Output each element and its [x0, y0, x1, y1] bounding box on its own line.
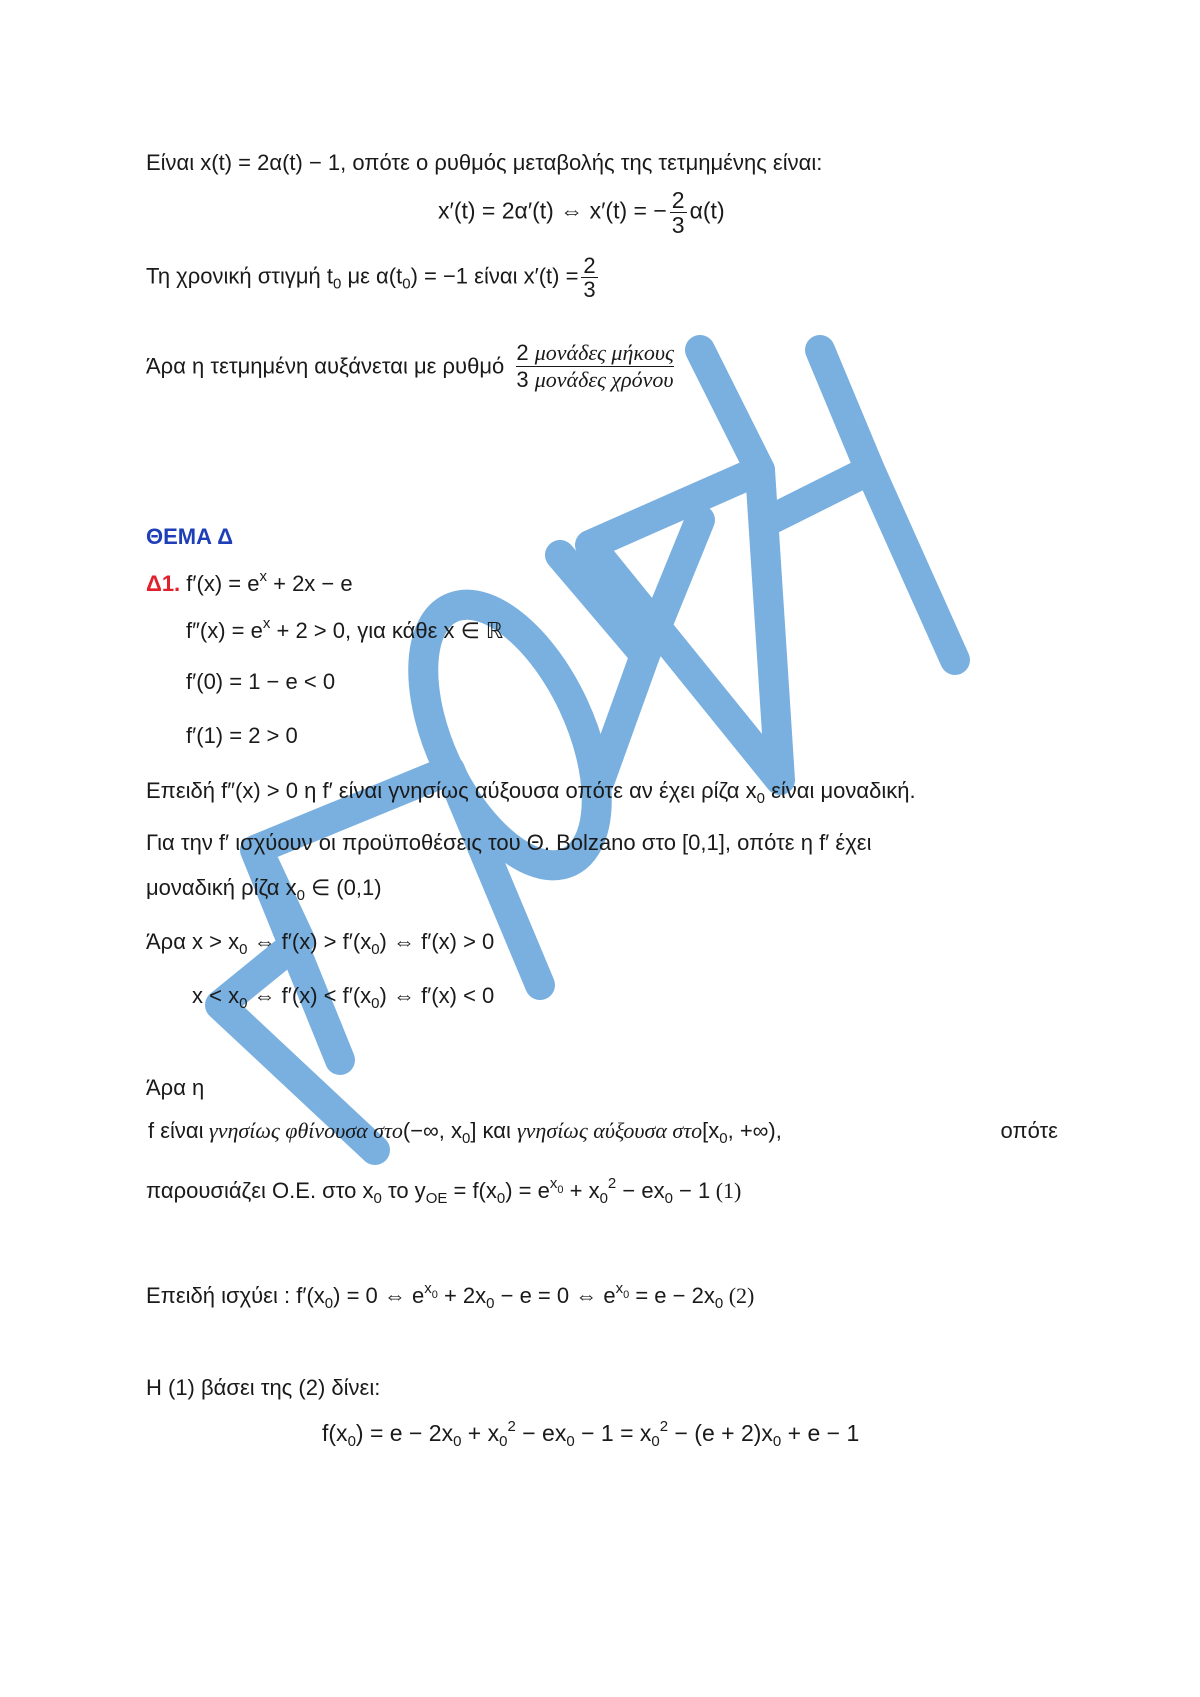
para-line-2: Για την f′ ισχύουν οι προϋποθέσεις του Θ. Bolzano στο [0,1], οπότε η f′ έχει — [146, 830, 872, 855]
watermark-letter-upsilon — [600, 655, 645, 780]
para-line-6: Άρα η — [146, 1075, 205, 1100]
watermark-letter-eta-3 — [820, 350, 870, 470]
text-line-3: Τη χρονική στιγμή $t_0$ με $\alpha(t_0) = -1$ είναι x′(t) = $\frac{2}{3}$ — [146, 253, 596, 303]
para-line-10: Η (1) βάσει της (2) δίνει: — [146, 1375, 381, 1400]
equation-derivative — [438, 188, 725, 237]
unit-fraction: 2 μονάδες μήκους 3 μονάδες χρόνου — [516, 340, 674, 393]
text-line-4: Άρα η τετμημένη αυξάνεται με ρυθμό 2 μονάδες μήκους 3 μονάδες χρόνου — [146, 340, 674, 393]
watermark-letter-delta — [590, 470, 780, 780]
fraction-two-thirds-b: $\frac{2}{3}$ — [583, 253, 596, 303]
d2-line: $f''(x) = e^x + 2 > 0$, για κάθε x ∈ ℝ — [186, 615, 504, 643]
equation-left: x′(t) = 2α′(t) ⇔ x′(t) = − — [438, 197, 667, 224]
d1-line: Δ1. $f'(x) = e^x + 2x - e$ — [146, 568, 353, 596]
para-line-8: παρουσιάζει Ο.Ε. στο $x_0$ το $y_{OE} = f(x_0) = e^{x_0} + x_0^2 - ex_0 - 1$ (1) — [146, 1175, 742, 1207]
watermark-letter-eta-2 — [770, 470, 955, 660]
para-line-3: μοναδική ρίζα $x_0$ ∈ (0,1) — [146, 875, 382, 904]
d3-line: f′(0) = 1 − e < 0 — [186, 669, 336, 694]
equation-right: α(t) — [689, 197, 725, 224]
para-line-7: f είναι γνησίως φθίνουσα στο(−∞, $x_0$] και γνησίως αύξουσα $\sigma\tau o[x_0$, +∞), οπότε — [148, 1118, 1058, 1147]
intro-sentence: Είναι x(t) = 2α(t) − 1, οπότε ο ρυθμός μεταβολής της τετμημένης είναι: — [146, 150, 823, 175]
watermark-letter-upsilon-arms — [560, 520, 700, 655]
final-equation: $f(x_0) = e - 2x_0 + x_0^2 - ex_0 - 1 = x_0^2 - (e + 2)x_0 + e - 1$ — [322, 1418, 860, 1450]
para-line-9: Επειδή ισχύει : $f'(x_0) = 0$ ⇔ $e^{x_0} + 2x_0 - e = 0$ ⇔ $e^{x_0} = e - 2x_0$ (2) — [146, 1280, 755, 1312]
section-heading: ΘΕΜΑ Δ — [146, 524, 234, 549]
para-line-4: Άρα $x > x_0$ ⇔ $f'(x) > f'(x_0)$ ⇔ f′(x) > 0 — [146, 929, 495, 958]
watermark-letter-eta-1 — [700, 350, 760, 470]
watermark-letter-pi — [255, 770, 540, 1060]
para-line-1: Επειδή f″(x) > 0 η f′ είναι γνησίως αύξουσα οπότε αν έχει ρίζα $x_0$ είναι μοναδική. — [146, 778, 916, 807]
d1-label: Δ1. — [146, 571, 181, 596]
para-line-5: $x < x_0$ ⇔ $f'(x) < f'(x_0)$ ⇔ f′(x) < 0 — [192, 983, 495, 1012]
d4-line: f′(1) = 2 > 0 — [186, 723, 298, 748]
text-line-1 — [146, 150, 822, 176]
fraction-two-thirds: $\frac{2}{3}$ — [671, 187, 685, 239]
